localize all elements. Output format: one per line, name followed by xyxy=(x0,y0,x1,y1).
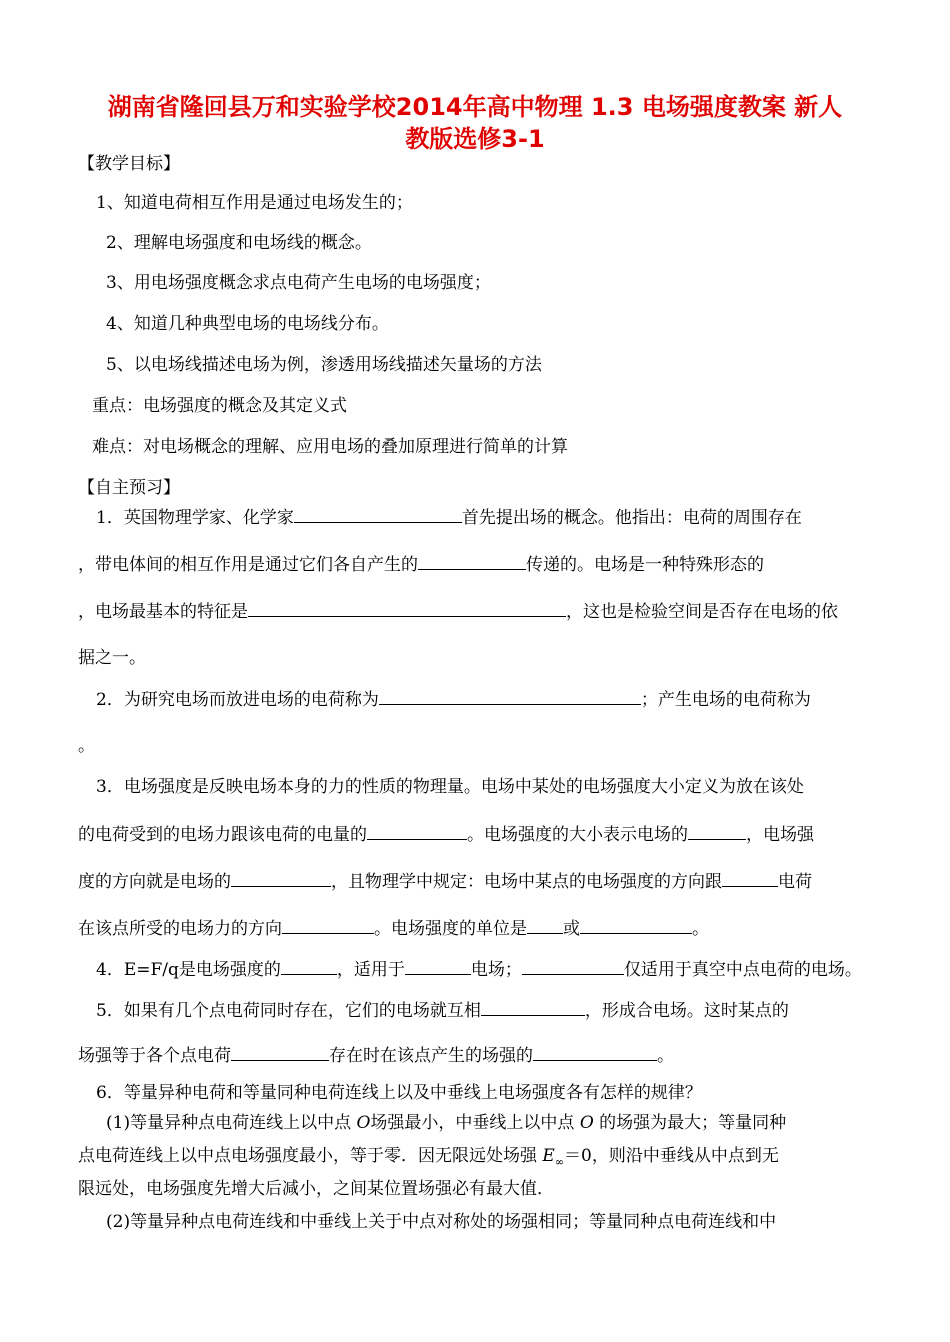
question-6-answer-line-3: 限远处，电场强度先增大后减小，之间某位置场强必有最大值． xyxy=(78,1179,554,1199)
objectives-heading: 【教学目标】 xyxy=(78,154,180,174)
fill-blank[interactable] xyxy=(688,823,746,840)
objective-item: 5、以电场线描述电场为例，渗透用场线描述矢量场的方法 xyxy=(106,355,542,375)
text: 电场； xyxy=(470,960,522,980)
fill-blank[interactable] xyxy=(367,823,467,840)
difficult-point: 难点：对电场概念的理解、应用电场的叠加原理进行简单的计算 xyxy=(92,437,568,457)
infinity-subscript: ∞ xyxy=(554,1155,564,1169)
point-o: O xyxy=(356,1113,371,1133)
text: 在该点所受的电场力的方向 xyxy=(78,919,282,939)
text: 首先提出场的概念。他指出：电荷的周围存在 xyxy=(461,508,802,528)
text: ＝0，则沿中垂线从中点到无 xyxy=(564,1146,779,1166)
objective-item: 1、知道电荷相互作用是通过电场发生的； xyxy=(96,193,413,213)
question-3-line-2 xyxy=(78,823,814,846)
text: ，带电体间的相互作用是通过它们各自产生的 xyxy=(78,555,418,575)
fill-blank[interactable] xyxy=(282,917,374,934)
text: 1．英国物理学家、化学家 xyxy=(96,508,294,528)
text: 点电荷连线上以中点电场强度最小，等于零．因无限远处场强 xyxy=(78,1146,543,1166)
fill-blank[interactable] xyxy=(231,1044,329,1061)
text: 。 xyxy=(657,1046,674,1066)
question-5-line-2 xyxy=(78,1044,674,1067)
question-1-line-1 xyxy=(96,506,802,529)
document-title-line-2: 教版选修3-1 xyxy=(405,125,545,153)
question-6-answer-line-2 xyxy=(78,1145,779,1173)
fill-blank[interactable] xyxy=(294,506,462,523)
question-4 xyxy=(96,958,862,981)
text: 的场强为最大；等量同种 xyxy=(593,1113,787,1133)
text: 的电荷受到的电场力跟该电荷的电量的 xyxy=(78,825,367,845)
text: 4．E=F/q是电场强度的 xyxy=(96,960,281,980)
text: 场强等于各个点电荷 xyxy=(78,1046,231,1066)
preview-heading: 【自主预习】 xyxy=(78,478,180,498)
fill-blank[interactable] xyxy=(481,999,585,1016)
fill-blank[interactable] xyxy=(722,870,778,887)
question-1-line-4: 据之一。 xyxy=(78,648,146,668)
text: 。 xyxy=(692,919,709,939)
text: 场强最小，中垂线上以中点 xyxy=(370,1113,580,1133)
question-6: 6．等量异种电荷和等量同种电荷连线上以及中垂线上电场强度各有怎样的规律？ xyxy=(96,1083,702,1103)
objective-item: 4、知道几种典型电场的电场线分布。 xyxy=(106,314,389,334)
text: ，电场最基本的特征是 xyxy=(78,602,248,622)
fill-blank[interactable] xyxy=(379,688,641,705)
fill-blank[interactable] xyxy=(522,958,624,975)
fill-blank[interactable] xyxy=(527,917,563,934)
key-point: 重点：电场强度的概念及其定义式 xyxy=(92,396,347,416)
question-3-line-3 xyxy=(78,870,812,893)
question-3-line-4 xyxy=(78,917,709,940)
point-o: O xyxy=(579,1113,594,1133)
text: ，这也是检验空间是否存在电场的依 xyxy=(566,602,838,622)
question-6-answer-line-1 xyxy=(106,1112,786,1134)
text: ，电场强 xyxy=(746,825,814,845)
question-1-line-3 xyxy=(78,600,838,623)
question-3-line-1: 3．电场强度是反映电场本身的力的性质的物理量。电场中某处的电场强度大小定义为放在该处 xyxy=(96,777,804,797)
text: 存在时在该点产生的场强的 xyxy=(329,1046,533,1066)
fill-blank[interactable] xyxy=(418,553,526,570)
text: 5．如果有几个点电荷同时存在，它们的电场就互相 xyxy=(96,1001,481,1021)
objective-item: 2、理解电场强度和电场线的概念。 xyxy=(106,233,372,253)
text: ；产生电场的电荷称为 xyxy=(640,690,811,710)
text: 传递的。电场是一种特殊形态的 xyxy=(526,555,764,575)
document-title-line-1: 湖南省隆回县万和实验学校2014年高中物理 1.3 电场强度教案 新人 xyxy=(107,93,843,121)
field-symbol: E xyxy=(542,1146,555,1166)
text: (1)等量异种点电荷连线上以中点 xyxy=(106,1113,357,1133)
text: ，适用于 xyxy=(336,960,405,980)
question-2-line-1 xyxy=(96,688,811,711)
text: 。电场强度的单位是 xyxy=(374,919,527,939)
text: 仅适用于真空中点电荷的电场。 xyxy=(623,960,862,980)
fill-blank[interactable] xyxy=(405,958,471,975)
fill-blank[interactable] xyxy=(580,917,692,934)
text: 。电场强度的大小表示电场的 xyxy=(467,825,688,845)
fill-blank[interactable] xyxy=(231,870,331,887)
text: 度的方向就是电场的 xyxy=(78,872,231,892)
fill-blank[interactable] xyxy=(533,1044,657,1061)
text: ，形成合电场。这时某点的 xyxy=(584,1001,789,1021)
objective-item: 3、用电场强度概念求点电荷产生电场的电场强度； xyxy=(106,273,491,293)
text: 或 xyxy=(563,919,580,939)
question-2-line-2: 。 xyxy=(78,736,95,756)
text: 2．为研究电场而放进电场的电荷称为 xyxy=(96,690,379,710)
text: 电荷 xyxy=(778,872,812,892)
question-1-line-2 xyxy=(78,553,764,576)
fill-blank[interactable] xyxy=(281,958,337,975)
fill-blank[interactable] xyxy=(248,600,566,617)
question-5-line-1 xyxy=(96,999,789,1022)
question-6-answer-line-4: (2)等量异种点电荷连线和中垂线上关于中点对称处的场强相同；等量同种点电荷连线和中 xyxy=(106,1212,777,1232)
text: ，且物理学中规定：电场中某点的电场强度的方向跟 xyxy=(331,872,722,892)
